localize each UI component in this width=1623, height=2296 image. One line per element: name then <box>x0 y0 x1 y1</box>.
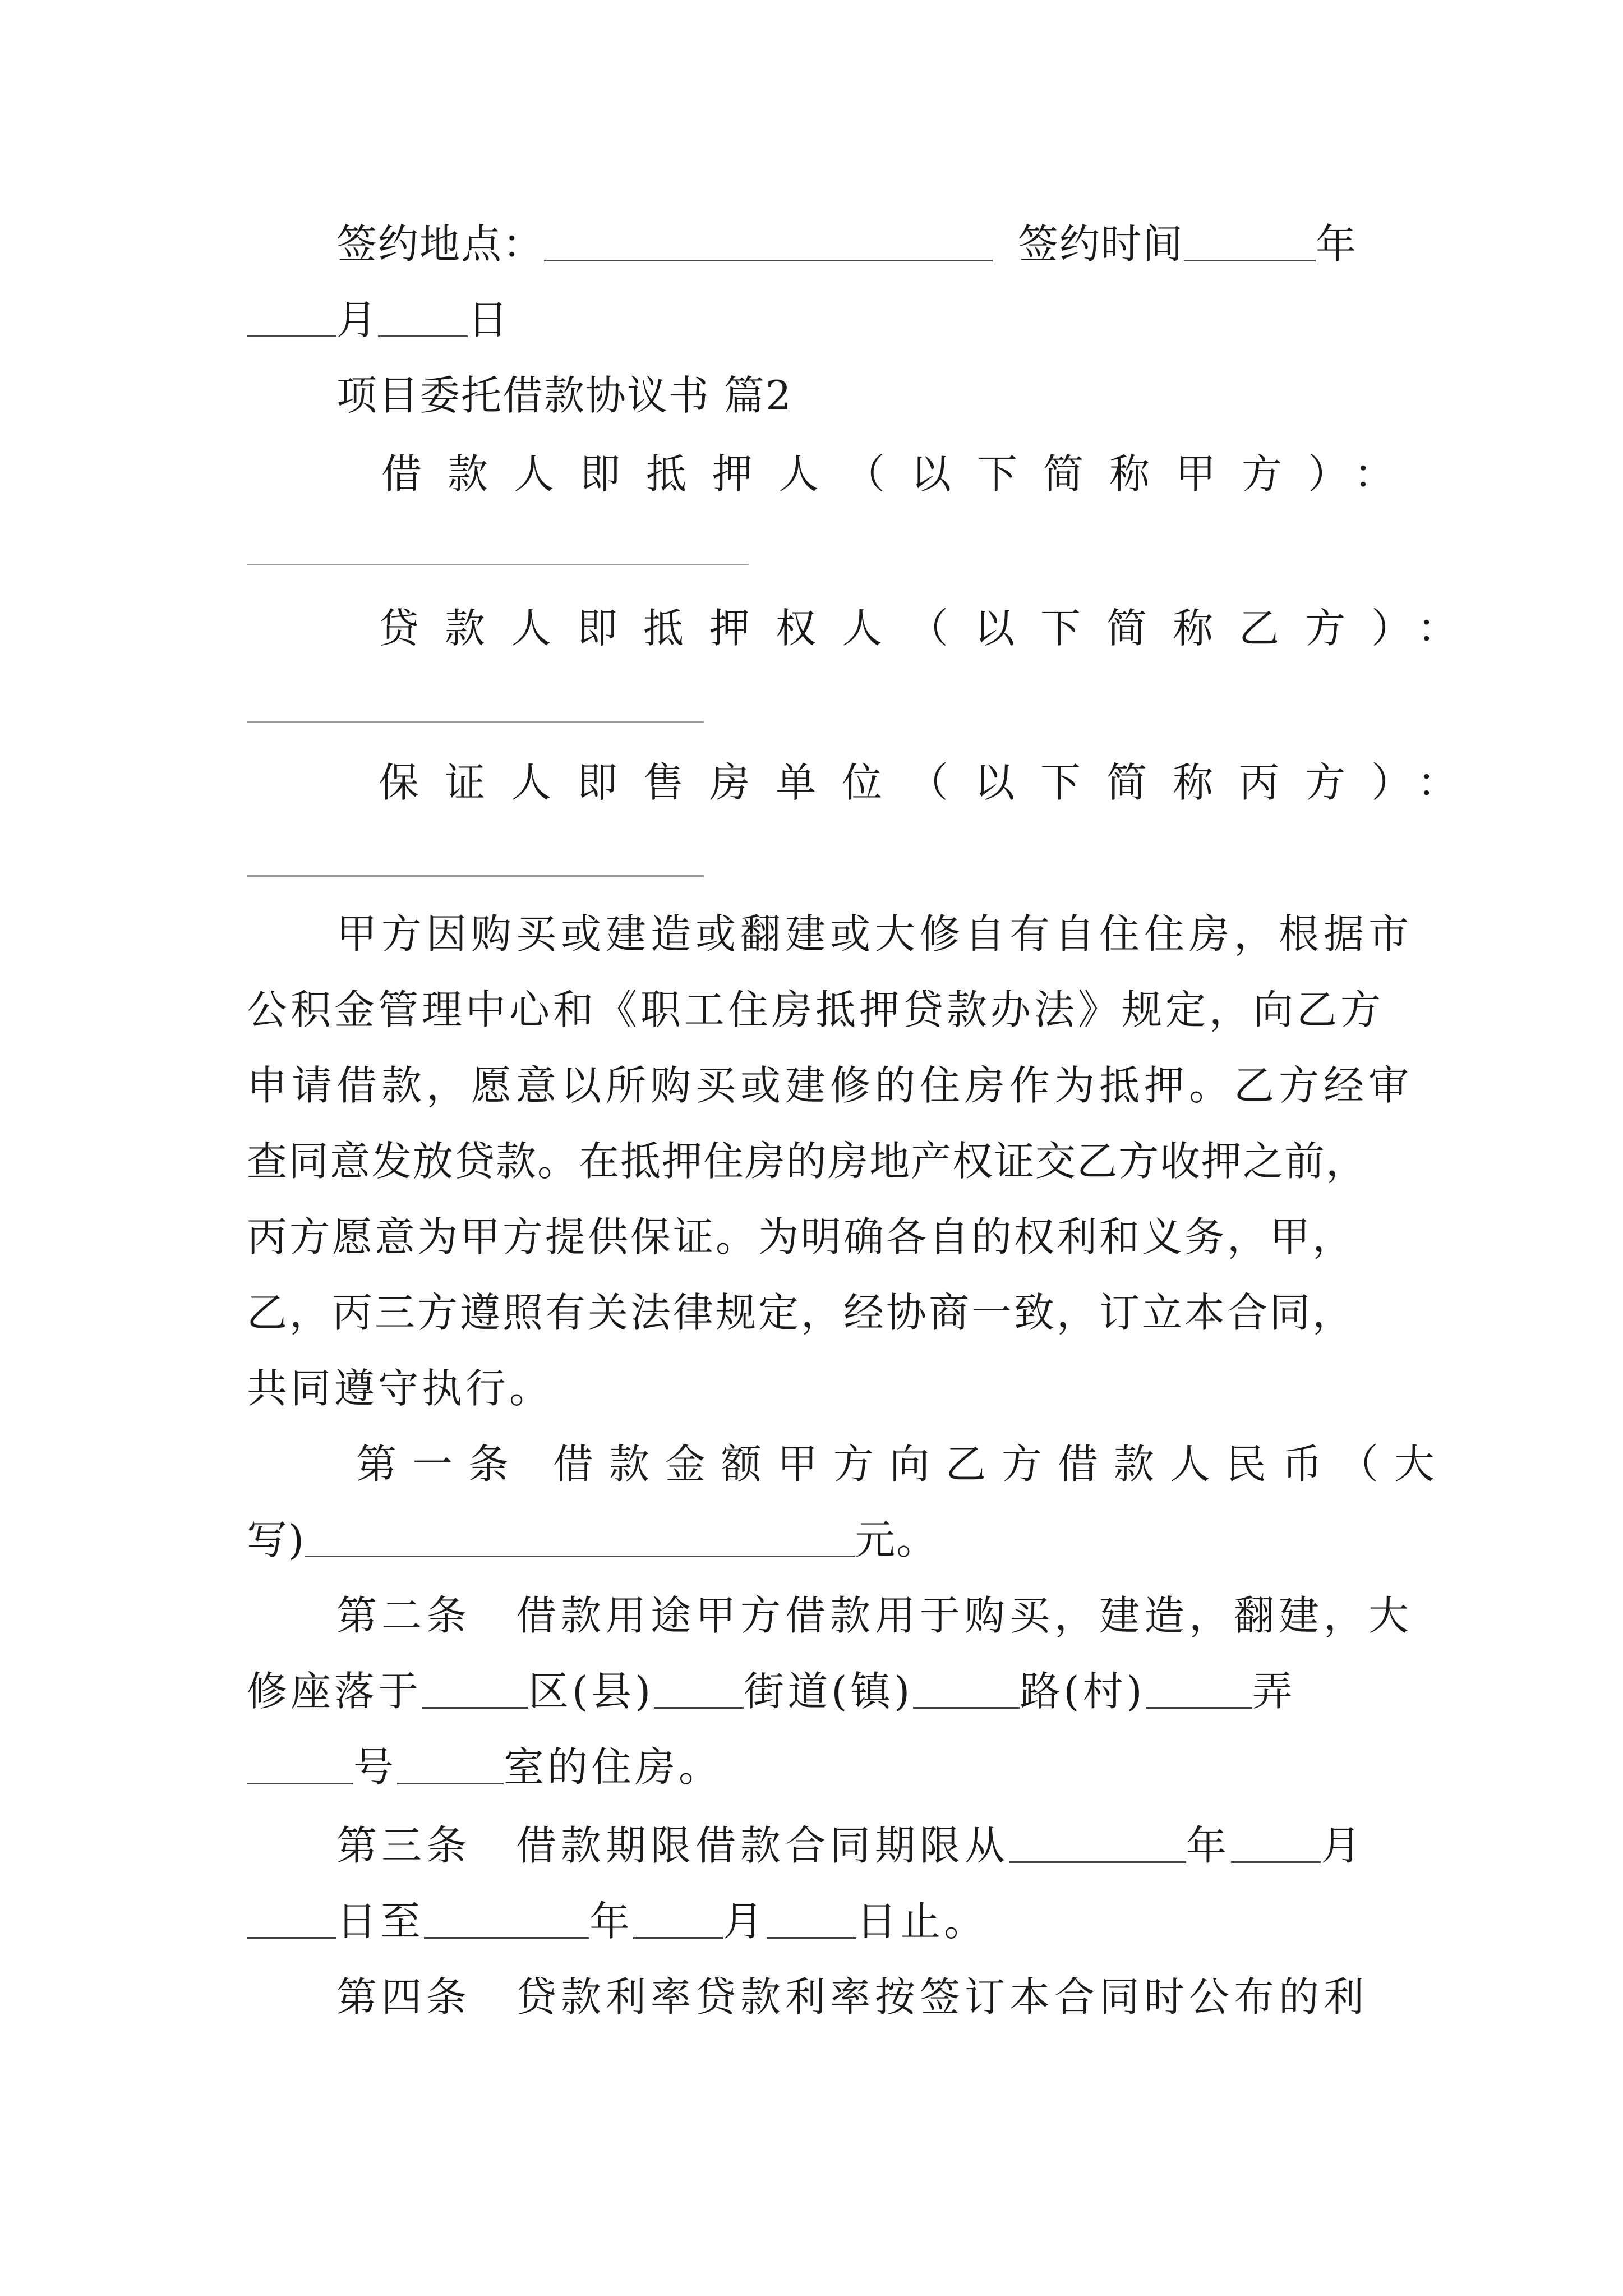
signing-place-blank <box>544 219 993 261</box>
signing-day-blank <box>378 295 468 337</box>
article-2-street-blank <box>654 1667 744 1709</box>
article-3-start-month-blank <box>1231 1821 1321 1863</box>
article-2-road-blank <box>913 1667 1020 1709</box>
article-3-end-month-blank <box>633 1897 723 1939</box>
article-1-line-2: 写) 元。 <box>247 1516 938 1563</box>
article-3-end-day-blank <box>767 1897 856 1939</box>
article-3-line-1: 第三条 借款期限借款合同期限从 年 月 <box>336 1822 1366 1869</box>
preamble-line-1: 甲方因购买或建造或翻建或大修自有自住住房，根据市 <box>336 910 1414 958</box>
article-1-amount-blank <box>305 1515 855 1557</box>
party-guarantor: 保证人即售房单位（以下简称丙方）： <box>379 759 1484 806</box>
article-3-line-2: 日至 年 月 日止。 <box>247 1893 1380 1949</box>
signing-year: 年 <box>1316 220 1358 268</box>
signing-date-line <box>247 292 1380 348</box>
section-title: 项目委托借款协议书 篇2 <box>336 372 792 419</box>
party-borrower-blank <box>247 564 749 565</box>
preamble-line-5: 丙方愿意为甲方提供保证。为明确各自的权利和义务，甲， <box>247 1213 1355 1260</box>
signing-year-blank <box>1184 219 1316 261</box>
article-2-line-3: 号 室的住房。 <box>247 1739 1380 1795</box>
article-2-lane-blank <box>1146 1667 1252 1709</box>
article-2-number-blank <box>247 1742 353 1784</box>
preamble-line-2: 公积金管理中心和《职工住房抵押贷款办法》规定，向乙方 <box>247 986 1385 1033</box>
article-2-district-blank <box>422 1667 528 1709</box>
party-guarantor-blank <box>247 875 704 877</box>
signing-time-label: 签约时间 <box>1018 220 1184 268</box>
party-borrower: 借款人即抵押人（以下简称甲方）： <box>381 450 1421 498</box>
party-lender: 贷款人即抵押权人（以下简称乙方）： <box>379 605 1484 652</box>
article-3-start-day-blank <box>247 1897 336 1939</box>
preamble-line-3: 申请借款，愿意以所购买或建修的住房作为抵押。乙方经审 <box>247 1062 1414 1109</box>
signing-month-blank <box>247 295 336 337</box>
article-1-line-1: 第一条 借款金额甲方向乙方借款人民币（大 <box>356 1441 1450 1488</box>
signing-place-label: 签约地点： <box>336 220 545 268</box>
signing-line <box>336 216 1380 272</box>
article-3-start-year-blank <box>1009 1821 1186 1863</box>
article-2-room-blank <box>397 1742 504 1784</box>
signing-day: 日 <box>468 296 510 343</box>
preamble-line-6: 乙，丙三方遵照有关法律规定，经协商一致，订立本合同， <box>247 1289 1355 1336</box>
article-4-line-1: 第四条 贷款利率贷款利率按签订本合同时公布的利 <box>336 1973 1369 2021</box>
article-3-end-year-blank <box>424 1897 589 1939</box>
article-2-line-1: 第二条 借款用途甲方借款用于购买，建造，翻建，大 <box>336 1592 1414 1639</box>
preamble-line-7: 共同遵守执行。 <box>247 1365 554 1412</box>
signing-month: 月 <box>336 296 379 343</box>
preamble-line-4: 查同意发放贷款。在抵押住房的房地产权证交乙方收押之前， <box>247 1138 1368 1185</box>
party-lender-blank <box>247 721 704 723</box>
article-2-line-2: 修座落于 区(县) 街道(镇) 路(村) 弄 <box>247 1668 1296 1715</box>
